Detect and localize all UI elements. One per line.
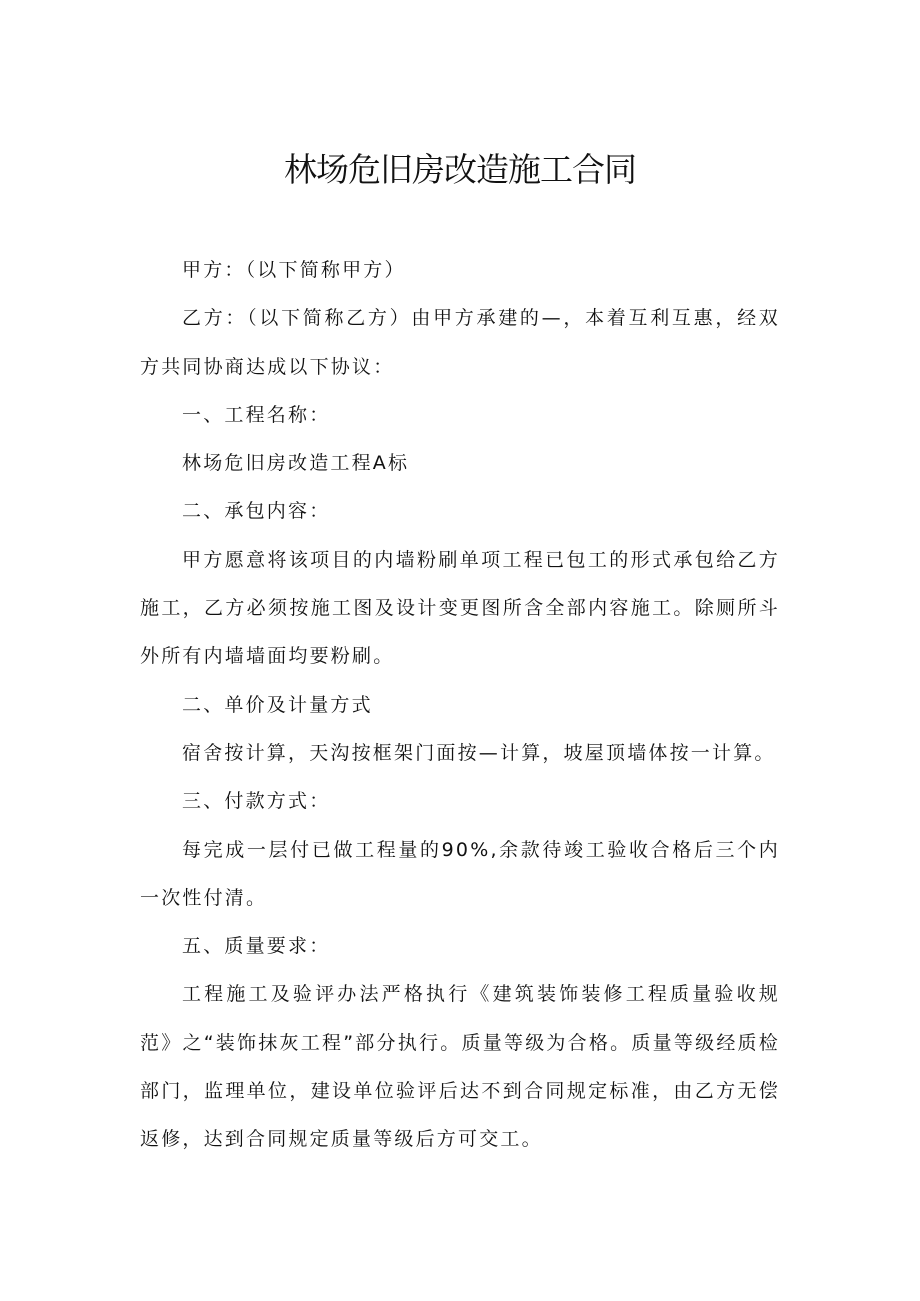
section-heading-pricing: 二、单价及计量方式: [182, 693, 373, 716]
party-b-line: 乙方：（以下简称乙方）由甲方承建的—，本着互利互惠，经双方共同协商达成以下协议：: [140, 307, 780, 378]
document-title: 林场危旧房改造施工合同: [284, 150, 636, 189]
project-name-text: 林场危旧房改造工程A标: [182, 452, 410, 475]
section-heading-scope: 二、承包内容：: [182, 500, 331, 523]
section-heading-payment: 三、付款方式：: [182, 790, 331, 813]
party-a-line: 甲方：（以下简称甲方）: [182, 259, 406, 281]
section-heading-quality: 五、质量要求：: [182, 935, 331, 958]
section-heading-project-name: 一、工程名称：: [182, 403, 331, 426]
document-body: [140, 246, 780, 1164]
pricing-text: 宿舍按计算，天沟按框架门面按—计算，坡屋顶墙体按一计算。: [182, 741, 776, 764]
quality-text: 工程施工及验评办法严格执行《建筑装饰装修工程质量验收规范》之“装饰抹灰工程”部分执行。质量等级为合格。质量等级经质检部门，监理单位，建设单位验评后达不到合同规定标准，由乙方无偿返修，达到合同规定质量等级后方可交工。: [140, 983, 780, 1151]
payment-text: 每完成一层付已做工程量的90%,余款待竣工验收合格后三个内一次性付清。: [140, 838, 780, 909]
scope-text: 甲方愿意将该项目的内墙粉刷单项工程已包工的形式承包给乙方施工，乙方必须按施工图及设计变更图所含全部内容施工。除厕所斗外所有内墙墙面均要粉刷。: [140, 548, 780, 668]
